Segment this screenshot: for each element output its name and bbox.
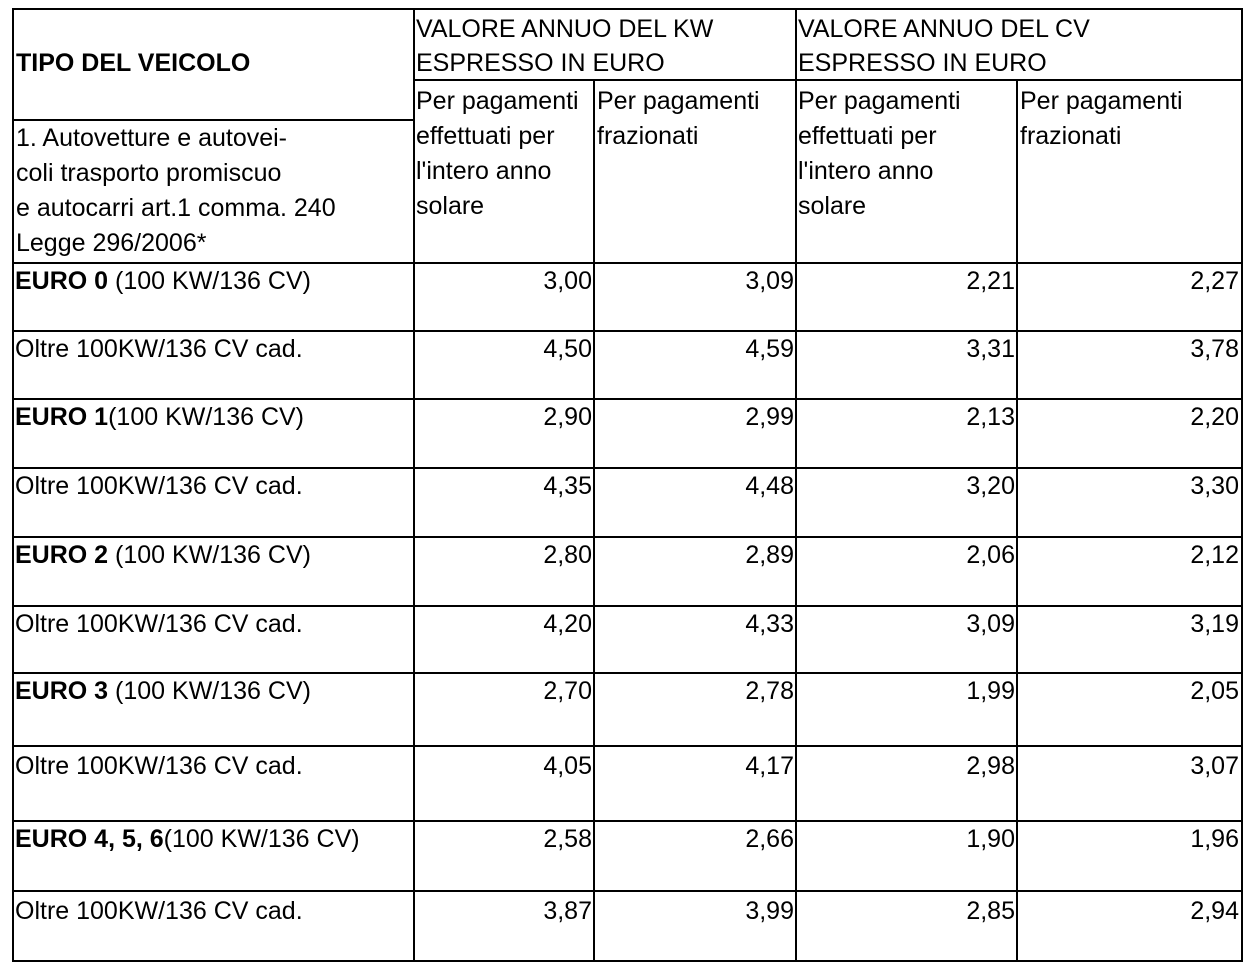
table-cell-value: 2,99: [745, 403, 794, 431]
row-label-text: (100 KW/136 CV): [108, 677, 311, 705]
hline-r7: [12, 745, 1243, 747]
table-cell-value: 2,90: [543, 403, 592, 431]
table-cell-value: 4,20: [543, 610, 592, 638]
vline-col1: [413, 8, 415, 962]
row-label-text: Oltre 100KW/136 CV cad.: [15, 335, 303, 363]
table-cell-value: 4,35: [543, 472, 592, 500]
table-cell-value: 2,27: [1190, 267, 1239, 295]
table-cell-value: 2,94: [1190, 897, 1239, 925]
table-cell-value: 2,21: [966, 267, 1015, 295]
table-cell-value: 3,30: [1190, 472, 1239, 500]
table-cell-value: 3,31: [966, 335, 1015, 363]
header-category: 1. Autovetture e autovei- coli trasporto promiscuo e autocarri art.1 comma. 240 Legge 296/2006*: [16, 124, 336, 257]
row-label-text: (100 KW/136 CV): [108, 541, 311, 569]
row-label-euro-class: EURO 1: [15, 403, 109, 431]
table-cell-value: 3,19: [1190, 610, 1239, 638]
row-label-text: Oltre 100KW/136 CV cad.: [15, 752, 303, 780]
table-cell-value: 4,33: [745, 610, 794, 638]
table-cell-value: 2,06: [966, 541, 1015, 569]
row-label: [15, 469, 303, 504]
table-cell-value: 2,78: [745, 677, 794, 705]
header-cv-group: VALORE ANNUO DEL CV ESPRESSO IN EURO: [798, 15, 1090, 77]
table-cell-value: 2,12: [1190, 541, 1239, 569]
table-cell-value: 1,96: [1190, 825, 1239, 853]
row-label-text: Oltre 100KW/136 CV cad.: [15, 472, 303, 500]
table-cell-value: 2,98: [966, 752, 1015, 780]
row-label-text: (100 KW/136 CV): [108, 403, 305, 431]
row-label-text: (100 KW/136 CV): [163, 825, 360, 853]
border-top: [12, 8, 1243, 10]
table-cell-value: 3,07: [1190, 752, 1239, 780]
row-label-text: (100 KW/136 CV): [108, 267, 311, 295]
vline-col2: [593, 80, 595, 962]
row-label: [15, 538, 311, 573]
row-label-euro-class: EURO 3: [15, 677, 109, 705]
table-cell-value: 3,87: [543, 897, 592, 925]
table-cell-value: 3,99: [745, 897, 794, 925]
hline-r9: [12, 890, 1243, 892]
row-label-text: Oltre 100KW/136 CV cad.: [15, 897, 303, 925]
table-cell-value: 3,20: [966, 472, 1015, 500]
row-label: [15, 264, 311, 299]
table-cell-value: 2,80: [543, 541, 592, 569]
table-cell-value: 2,58: [543, 825, 592, 853]
table-cell-value: 2,66: [745, 825, 794, 853]
header-kw-full: Per pagamenti effettuati per l'intero anno solare: [416, 87, 579, 220]
table-cell-value: 2,13: [966, 403, 1015, 431]
row-label-euro-class: EURO 4, 5, 6: [15, 825, 164, 853]
vline-col3: [795, 8, 797, 962]
vline-col4: [1016, 80, 1018, 962]
table-cell-value: 2,85: [966, 897, 1015, 925]
border-right: [1241, 8, 1243, 962]
row-label: [15, 894, 303, 929]
table-cell-value: 3,78: [1190, 335, 1239, 363]
border-left: [12, 8, 14, 962]
row-label: [15, 400, 304, 435]
table-cell-value: 1,99: [966, 677, 1015, 705]
table-cell-value: 2,70: [543, 677, 592, 705]
table-cell-value: 2,05: [1190, 677, 1239, 705]
table-cell-value: 3,09: [966, 610, 1015, 638]
table-cell-value: 4,59: [745, 335, 794, 363]
table-cell-value: 1,90: [966, 825, 1015, 853]
row-label-euro-class: EURO 2: [15, 541, 109, 569]
table-cell-value: 4,48: [745, 472, 794, 500]
table-cell-value: 3,09: [745, 267, 794, 295]
header-cv-frac: Per pagamenti frazionati: [1020, 87, 1183, 150]
row-label: [15, 749, 303, 784]
table-cell-value: 4,17: [745, 752, 794, 780]
row-label: [15, 332, 303, 367]
header-cv-full: Per pagamenti effettuati per l'intero anno solare: [798, 87, 961, 220]
border-bottom: [12, 960, 1243, 962]
row-label: [15, 822, 360, 857]
row-label-euro-class: EURO 0: [15, 267, 109, 295]
table-cell-value: 4,50: [543, 335, 592, 363]
table-cell-value: 3,00: [543, 267, 592, 295]
table-cell-value: 2,20: [1190, 403, 1239, 431]
row-label: [15, 674, 311, 709]
header-tipo: TIPO DEL VEICOLO: [16, 49, 251, 77]
table-cell-value: 4,05: [543, 752, 592, 780]
header-kw-group: VALORE ANNUO DEL KW ESPRESSO IN EURO: [416, 15, 714, 77]
row-label-text: Oltre 100KW/136 CV cad.: [15, 610, 303, 638]
header-kw-frac: Per pagamenti frazionati: [597, 87, 760, 150]
row-label: [15, 607, 303, 642]
table-cell-value: 2,89: [745, 541, 794, 569]
